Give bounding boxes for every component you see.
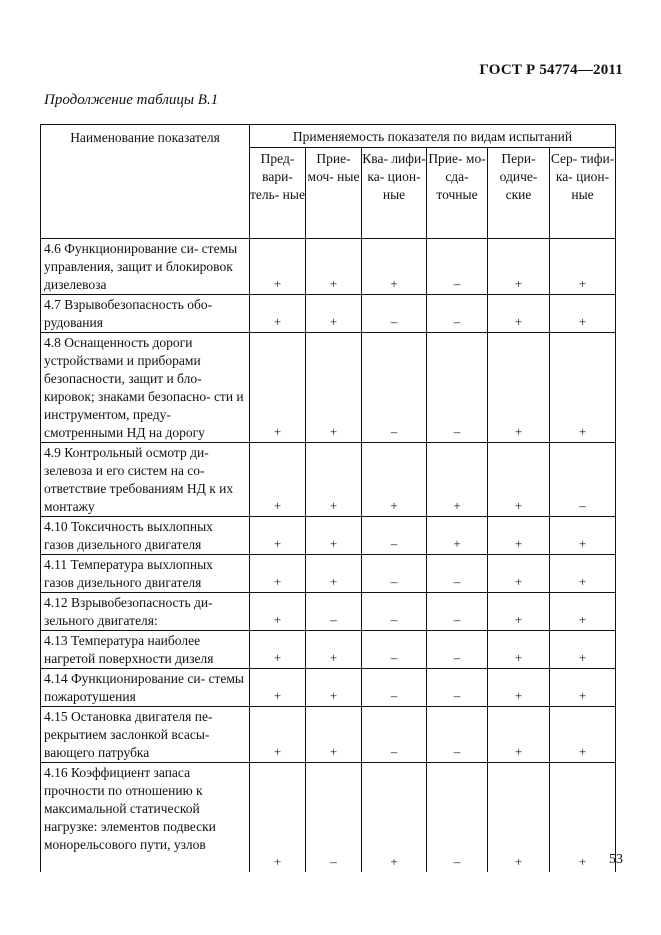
applicability-mark-cell: – — [427, 333, 488, 443]
applicability-mark-cell: + — [250, 295, 306, 333]
table-row — [41, 555, 616, 593]
table-row — [41, 669, 616, 707]
applicability-mark-cell: + — [250, 707, 306, 763]
applicability-mark-cell: – — [362, 669, 427, 707]
applicability-mark-cell: + — [250, 333, 306, 443]
applicability-mark-cell: + — [427, 443, 488, 517]
indicator-name-cell: 4.10 Токсичность выхлопных газов дизельного двигателя — [41, 517, 250, 555]
applicability-mark-cell: – — [362, 295, 427, 333]
applicability-mark-cell: + — [488, 631, 550, 669]
applicability-mark-cell: + — [427, 517, 488, 555]
applicability-mark-cell: + — [550, 669, 616, 707]
applicability-mark-cell: – — [427, 295, 488, 333]
indicator-name-cell: 4.9 Контрольный осмотр ди- зелевоза и его систем на со- ответствие требованиям НД к их монтажу — [41, 443, 250, 517]
applicability-mark-cell: – — [306, 763, 362, 873]
applicability-mark-cell: + — [306, 669, 362, 707]
table-row — [41, 239, 616, 295]
applicability-mark-cell: – — [362, 517, 427, 555]
applicability-mark-cell: + — [550, 555, 616, 593]
applicability-mark-cell: – — [427, 239, 488, 295]
applicability-mark-cell: + — [550, 517, 616, 555]
table-caption: Продолжение таблицы В.1 — [44, 92, 219, 108]
applicability-mark-cell: + — [488, 333, 550, 443]
table-row — [41, 295, 616, 333]
applicability-mark-cell: + — [250, 631, 306, 669]
applicability-mark-cell: + — [306, 295, 362, 333]
table-header-row — [41, 125, 616, 148]
applicability-mark-cell: + — [550, 707, 616, 763]
applicability-mark-cell: + — [306, 333, 362, 443]
applicability-table — [40, 124, 616, 872]
applicability-mark-cell: – — [362, 707, 427, 763]
group-column-header: Применяемость показателя по видам испытаний — [250, 125, 616, 148]
column-header-preliminary: Пред- вари- тель- ные — [250, 148, 306, 239]
applicability-mark-cell: + — [250, 239, 306, 295]
applicability-mark-cell: + — [550, 593, 616, 631]
indicator-name-cell: 4.11 Температура выхлопных газов дизельного двигателя — [41, 555, 250, 593]
name-column-header: Наименование показателя — [41, 125, 250, 239]
applicability-mark-cell: – — [362, 593, 427, 631]
applicability-mark-cell: + — [306, 555, 362, 593]
applicability-mark-cell: + — [306, 707, 362, 763]
applicability-mark-cell: + — [306, 239, 362, 295]
column-header-periodic: Пери- одиче- ские — [488, 148, 550, 239]
applicability-mark-cell: + — [250, 517, 306, 555]
table-row — [41, 333, 616, 443]
applicability-mark-cell: – — [362, 631, 427, 669]
table-row — [41, 443, 616, 517]
indicator-name-cell: 4.7 Взрывобезопасность обо- рудования — [41, 295, 250, 333]
applicability-mark-cell: + — [488, 239, 550, 295]
applicability-mark-cell: + — [362, 443, 427, 517]
applicability-mark-cell: + — [250, 763, 306, 873]
applicability-mark-cell: + — [250, 443, 306, 517]
applicability-mark-cell: – — [427, 707, 488, 763]
table-row — [41, 593, 616, 631]
applicability-mark-cell: – — [362, 333, 427, 443]
applicability-mark-cell: + — [306, 443, 362, 517]
applicability-mark-cell: + — [550, 295, 616, 333]
applicability-mark-cell: + — [362, 763, 427, 873]
column-header-delivery: Прие- мо- сда- точные — [427, 148, 488, 239]
applicability-mark-cell: + — [306, 631, 362, 669]
column-header-certification: Сер- тифи- ка- цион- ные — [550, 148, 616, 239]
applicability-mark-cell: + — [488, 555, 550, 593]
indicator-name-cell: 4.16 Коэффициент запаса прочности по отношению к максимальной статической нагрузке: элементов подвески монорельсового пути, узлов — [41, 763, 250, 873]
page-number: 53 — [609, 852, 623, 867]
applicability-mark-cell: – — [550, 443, 616, 517]
table-row — [41, 517, 616, 555]
document-code: ГОСТ Р 54774—2011 — [479, 62, 623, 78]
table-row — [41, 763, 616, 873]
applicability-mark-cell: + — [488, 295, 550, 333]
applicability-mark-cell: + — [550, 763, 616, 873]
applicability-mark-cell: + — [488, 707, 550, 763]
applicability-mark-cell: + — [550, 239, 616, 295]
applicability-mark-cell: + — [250, 555, 306, 593]
applicability-mark-cell: – — [427, 763, 488, 873]
applicability-mark-cell: + — [550, 333, 616, 443]
applicability-mark-cell: – — [362, 555, 427, 593]
indicator-name-cell: 4.12 Взрывобезопасность ди- зельного двигателя: — [41, 593, 250, 631]
applicability-mark-cell: + — [488, 443, 550, 517]
applicability-mark-cell: + — [306, 517, 362, 555]
indicator-name-cell: 4.8 Оснащенность дороги устройствами и приборами безопасности, защит и бло- кировок; знаками безопасно- сти и инструментом, преду- смотренными НД на дорогу — [41, 333, 250, 443]
applicability-mark-cell: + — [250, 593, 306, 631]
table-row — [41, 631, 616, 669]
column-header-qualification: Ква- лифи- ка- цион- ные — [362, 148, 427, 239]
applicability-mark-cell: + — [488, 593, 550, 631]
applicability-mark-cell: – — [427, 593, 488, 631]
indicator-name-cell: 4.6 Функционирование си- стемы управления, защит и блокировок дизелевоза — [41, 239, 250, 295]
applicability-mark-cell: + — [488, 763, 550, 873]
applicability-mark-cell: – — [427, 669, 488, 707]
column-header-acceptance: Прие- моч- ные — [306, 148, 362, 239]
applicability-mark-cell: + — [362, 239, 427, 295]
applicability-mark-cell: + — [488, 517, 550, 555]
applicability-mark-cell: + — [488, 669, 550, 707]
indicator-name-cell: 4.13 Температура наиболее нагретой поверхности дизеля — [41, 631, 250, 669]
table-row — [41, 707, 616, 763]
applicability-mark-cell: + — [550, 631, 616, 669]
applicability-mark-cell: + — [250, 669, 306, 707]
applicability-mark-cell: – — [427, 631, 488, 669]
applicability-mark-cell: – — [427, 555, 488, 593]
indicator-name-cell: 4.15 Остановка двигателя пе- рекрытием заслонкой всасы- вающего патрубка — [41, 707, 250, 763]
applicability-mark-cell: – — [306, 593, 362, 631]
indicator-name-cell: 4.14 Функционирование си- стемы пожаротушения — [41, 669, 250, 707]
